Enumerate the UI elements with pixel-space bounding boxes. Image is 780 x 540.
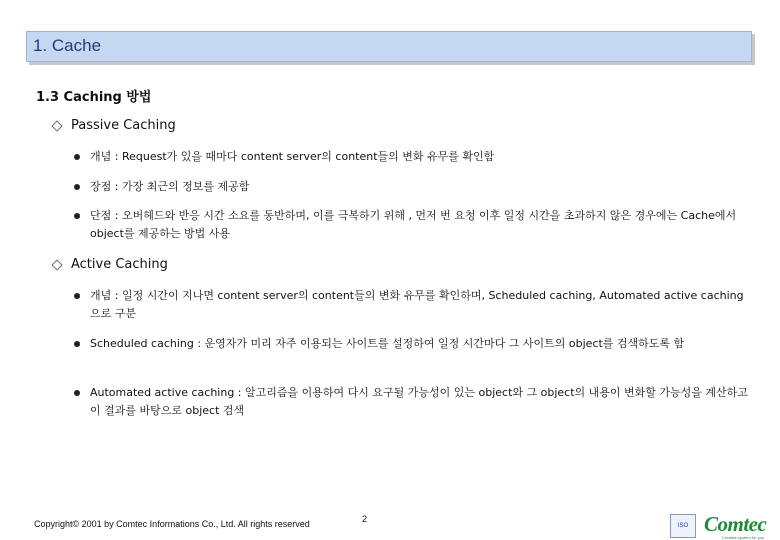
list-item bbox=[74, 384, 750, 420]
slide-title-bar bbox=[26, 31, 752, 62]
list-item bbox=[74, 287, 750, 323]
footer-logos bbox=[670, 514, 770, 540]
page-number: 2 bbox=[362, 514, 368, 524]
list-item-text: 장점 : 가장 최근의 정보를 제공함 bbox=[90, 180, 250, 193]
list-item-text: 단점 : 오버헤드와 반응 시간 소요를 동반하며, 이를 극복하기 위해 , 먼저 번 요청 이후 일정 시간을 초과하지 않은 경우에는 Cache에서 object를 제공하는 방법 사용 bbox=[90, 209, 737, 240]
group-title-text: Passive Caching bbox=[71, 118, 176, 133]
group-title-active bbox=[52, 257, 168, 272]
list-item-text: Scheduled caching : 운영자가 미리 자주 이용되는 사이트를 설정하여 일정 시간마다 그 사이트의 object를 검색하도록 함 bbox=[90, 337, 685, 350]
group-title-text: Active Caching bbox=[71, 257, 168, 272]
company-tagline: Creative system for you bbox=[722, 535, 765, 540]
slide-title: 1. Cache bbox=[33, 36, 102, 55]
bullet-dot-icon bbox=[74, 390, 80, 396]
company-logo: Comtec bbox=[704, 512, 767, 536]
list-item-text: 개념 : Request가 있을 때마다 content server의 content들의 변화 유무를 확인함 bbox=[90, 150, 495, 163]
diamond-bullet-icon bbox=[52, 121, 61, 130]
list-item bbox=[74, 178, 750, 196]
list-item-text: Automated active caching : 알고리즘을 이용하여 다시 요구될 가능성이 있는 object와 그 object의 내용이 변화할 가능성을 계산하고 이 결과를 바탕으로 object 검색 bbox=[90, 386, 748, 417]
diamond-bullet-icon bbox=[52, 260, 61, 269]
bullet-dot-icon bbox=[74, 213, 80, 219]
bullet-dot-icon bbox=[74, 341, 80, 347]
list-item bbox=[74, 207, 750, 243]
group-title-passive bbox=[52, 118, 176, 133]
list-item bbox=[74, 335, 750, 353]
footer-copyright: Copyright© 2001 by Comtec Informations Co., Ltd. All rights reserved bbox=[34, 519, 310, 529]
bullet-dot-icon bbox=[74, 154, 80, 160]
section-heading: 1.3 Caching 방법 bbox=[36, 90, 152, 105]
bullet-dot-icon bbox=[74, 293, 80, 299]
certification-badge-icon: ISO bbox=[670, 514, 696, 538]
bullet-dot-icon bbox=[74, 184, 80, 190]
list-item bbox=[74, 148, 750, 166]
list-item-text: 개념 : 일정 시간이 지나면 content server의 content들의 변화 유무를 확인하며, Scheduled caching, Automated active caching으로 구분 bbox=[90, 289, 744, 320]
